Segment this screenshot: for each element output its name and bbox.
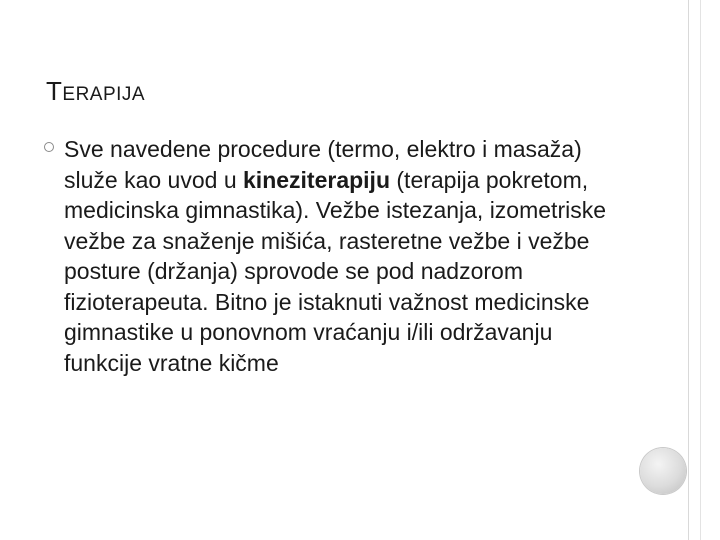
slide-title [46, 76, 145, 107]
decorative-circle [640, 448, 686, 494]
bullet-text [64, 134, 634, 378]
title-first-letter: T [46, 76, 63, 106]
frame-line [688, 0, 689, 540]
title-rest: ERAPIJA [62, 84, 146, 105]
bullet-text-bold: kineziterapiju [243, 166, 390, 193]
bullet-circle-icon [44, 142, 54, 152]
bullet-text-part1: Sve navedene procedure (termo, elektro i masaža) služe kao uvod u [64, 136, 582, 193]
bullet-item [44, 134, 634, 378]
bullet-text-part2: (terapija pokretom, medicinska gimnastika). Vežbe istezanja, izometriske vežbe za snaženje mišića, rasteretne vežbe i vežbe posture (držanja) sprovode se pod nadzorom fizioterapeuta. Bitno je istaknuti važnost medicinske gimnastike u ponovnom vraćanju i/ili održavanju funkcije vratne kičme [64, 166, 607, 376]
frame-line [700, 0, 701, 540]
